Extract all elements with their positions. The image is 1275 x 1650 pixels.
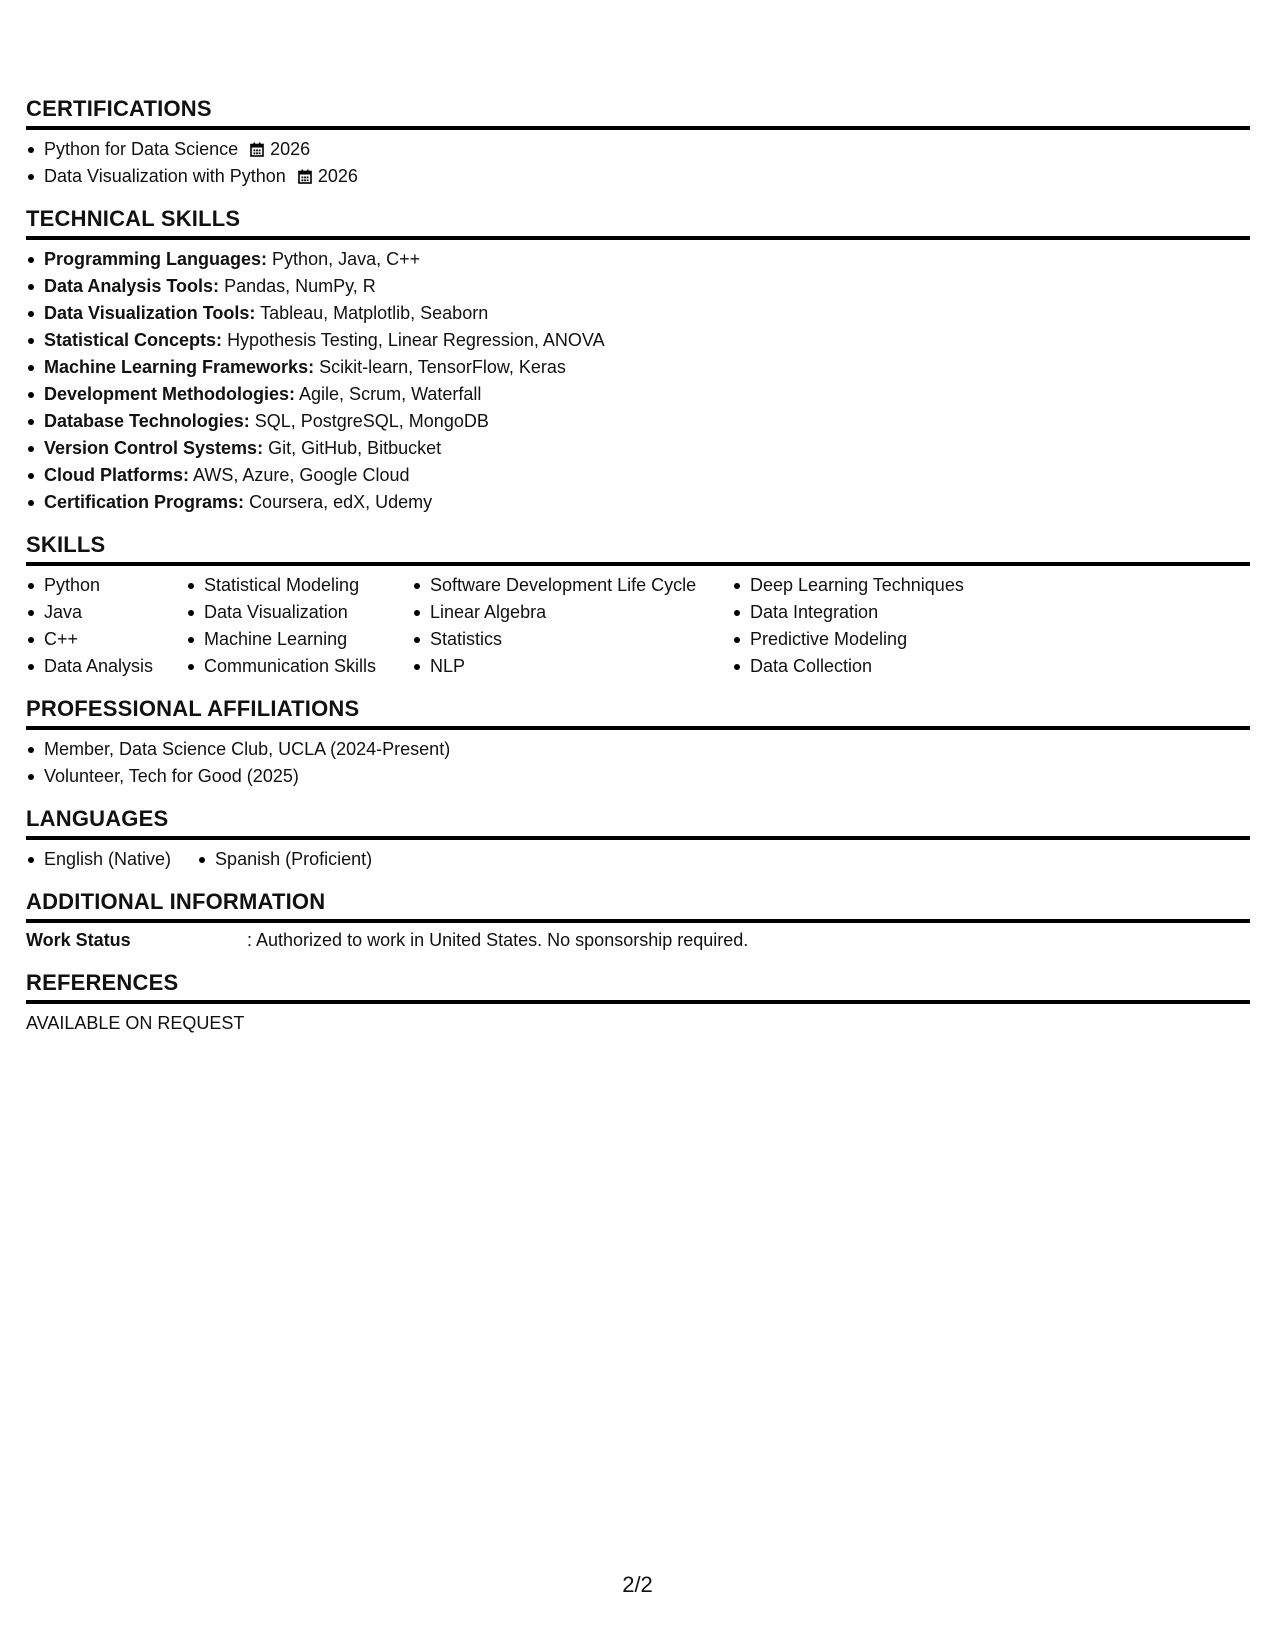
technical-skill-item — [26, 435, 1250, 462]
calendar-icon — [250, 142, 264, 157]
affiliations-section — [26, 696, 1250, 790]
skills-column — [26, 572, 186, 680]
skill-item: Python — [26, 572, 186, 599]
technical-skill-value: Scikit-learn, TensorFlow, Keras — [319, 357, 566, 377]
technical-skill-value: Agile, Scrum, Waterfall — [299, 384, 482, 404]
references-text: AVAILABLE ON REQUEST — [26, 1013, 245, 1033]
technical-skill-value: Pandas, NumPy, R — [224, 276, 376, 296]
technical-skill-label: Version Control Systems: — [44, 438, 264, 458]
work-status-label: Work Status — [26, 930, 131, 950]
technical-skill-value: Coursera, edX, Udemy — [249, 492, 433, 512]
skill-item: Data Integration — [732, 599, 1032, 626]
languages-section — [26, 806, 1250, 873]
skill-item: Java — [26, 599, 186, 626]
calendar-icon — [298, 169, 312, 184]
additional-info-heading: ADDITIONAL INFORMATION — [26, 889, 1250, 923]
certification-year: 2026 — [270, 139, 311, 159]
technical-skill-item — [26, 300, 1250, 327]
skill-item: NLP — [412, 653, 732, 680]
skills-grid — [26, 566, 1250, 680]
skill-item: Data Analysis — [26, 653, 186, 680]
skill-item: Linear Algebra — [412, 599, 732, 626]
skill-item: Communication Skills — [186, 653, 412, 680]
certification-year: 2026 — [317, 166, 358, 186]
technical-skill-value: Git, GitHub, Bitbucket — [268, 438, 442, 458]
affiliations-list — [26, 730, 1250, 790]
references-section — [26, 970, 1250, 1037]
technical-skill-value: Tableau, Matplotlib, Seaborn — [260, 303, 489, 323]
certification-item — [26, 136, 1250, 163]
technical-skill-item — [26, 408, 1250, 435]
technical-skill-item — [26, 273, 1250, 300]
affiliations-heading: PROFESSIONAL AFFILIATIONS — [26, 696, 1250, 730]
technical-skill-value: AWS, Azure, Google Cloud — [193, 465, 410, 485]
technical-skill-item — [26, 354, 1250, 381]
language-item: Spanish (Proficient) — [197, 846, 372, 873]
technical-skill-item — [26, 462, 1250, 489]
technical-skill-label: Machine Learning Frameworks: — [44, 357, 315, 377]
technical-skill-value: SQL, PostgreSQL, MongoDB — [254, 411, 489, 431]
certifications-list — [26, 130, 1250, 190]
skill-item: Statistical Modeling — [186, 572, 412, 599]
skill-item: C++ — [26, 626, 186, 653]
technical-skills-heading: TECHNICAL SKILLS — [26, 206, 1250, 240]
languages-heading: LANGUAGES — [26, 806, 1250, 840]
affiliation-item: Member, Data Science Club, UCLA (2024-Present) — [26, 736, 1250, 763]
additional-info-section — [26, 889, 1250, 954]
technical-skill-label: Programming Languages: — [44, 249, 268, 269]
skill-item: Deep Learning Techniques — [732, 572, 1032, 599]
skill-item: Machine Learning — [186, 626, 412, 653]
skill-item: Statistics — [412, 626, 732, 653]
affiliation-item: Volunteer, Tech for Good (2025) — [26, 763, 1250, 790]
technical-skill-label: Cloud Platforms: — [44, 465, 190, 485]
resume-page — [26, 96, 1250, 1037]
technical-skill-value: Python, Java, C++ — [272, 249, 421, 269]
certification-name: Data Visualization with Python — [44, 166, 286, 186]
skill-item: Data Collection — [732, 653, 1032, 680]
languages-list — [26, 840, 1250, 873]
technical-skills-list — [26, 240, 1250, 516]
skill-item: Predictive Modeling — [732, 626, 1032, 653]
skills-heading: SKILLS — [26, 532, 1250, 566]
certifications-heading: CERTIFICATIONS — [26, 96, 1250, 130]
technical-skill-label: Certification Programs: — [44, 492, 245, 512]
language-item: English (Native) — [26, 846, 171, 873]
technical-skill-label: Development Methodologies: — [44, 384, 296, 404]
references-heading: REFERENCES — [26, 970, 1250, 1004]
technical-skill-item — [26, 381, 1250, 408]
skills-column — [412, 572, 732, 680]
skill-item: Data Visualization — [186, 599, 412, 626]
skills-column — [732, 572, 1032, 680]
technical-skill-label: Data Analysis Tools: — [44, 276, 220, 296]
technical-skill-item — [26, 489, 1250, 516]
technical-skill-value: Hypothesis Testing, Linear Regression, ANOVA — [227, 330, 605, 350]
certifications-section — [26, 96, 1250, 190]
certification-name: Python for Data Science — [44, 139, 239, 159]
technical-skill-item — [26, 246, 1250, 273]
skills-section — [26, 532, 1250, 680]
technical-skill-label: Database Technologies: — [44, 411, 250, 431]
technical-skill-label: Data Visualization Tools: — [44, 303, 256, 323]
work-status-row — [26, 923, 1250, 954]
technical-skill-item — [26, 327, 1250, 354]
work-status-value: : Authorized to work in United States. No sponsorship required. — [247, 930, 749, 950]
skills-column — [186, 572, 412, 680]
certification-item — [26, 163, 1250, 190]
page-number: 2/2 — [622, 1572, 653, 1597]
technical-skill-label: Statistical Concepts: — [44, 330, 223, 350]
skill-item: Software Development Life Cycle — [412, 572, 732, 599]
technical-skills-section — [26, 206, 1250, 516]
